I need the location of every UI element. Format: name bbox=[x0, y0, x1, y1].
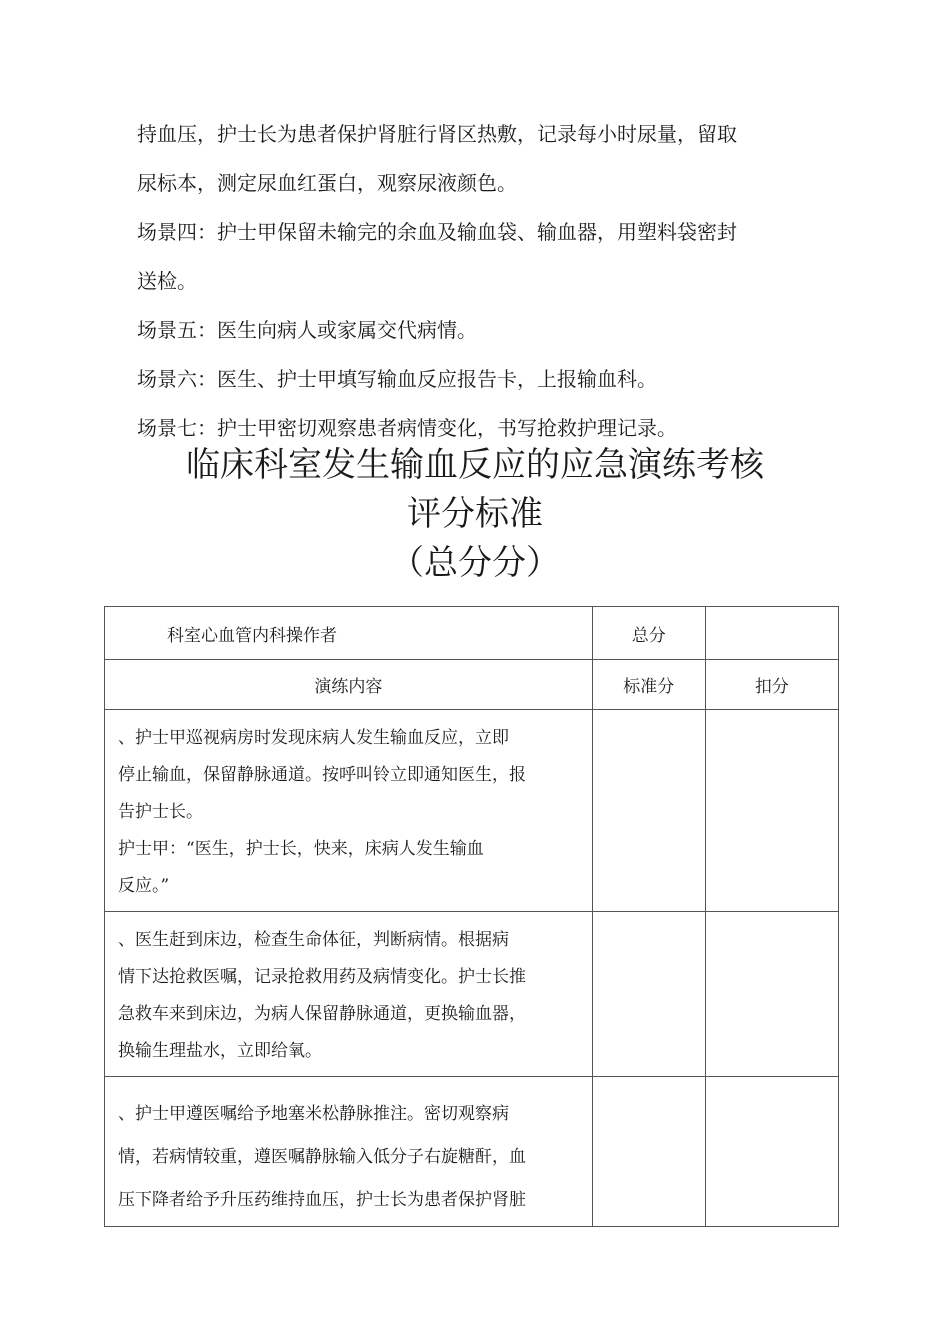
table-row bbox=[105, 1077, 839, 1227]
total-score-heading: （总分分） bbox=[390, 543, 560, 583]
document-subtitle: 评分标准 bbox=[407, 494, 543, 534]
drill-content-line: 压下降者给予升压药维持血压，护士长为患者保护肾脏 bbox=[118, 1190, 526, 1210]
drill-content-cell bbox=[105, 710, 593, 912]
total-score-label: 总分 bbox=[631, 625, 666, 646]
total-score-label-cell bbox=[592, 607, 705, 660]
drill-content-line: 急救车来到床边，为病人保留静脉通道，更换输血器， bbox=[118, 1004, 526, 1024]
table-header-row-2 bbox=[105, 660, 839, 710]
drill-content-line: 换输生理盐水，立即给氧。 bbox=[118, 1041, 322, 1061]
column-header-standard-label: 标准分 bbox=[623, 677, 675, 697]
deduct-score-cell bbox=[705, 710, 838, 912]
column-header-deduct-label: 扣分 bbox=[754, 677, 789, 697]
drill-content-line: 、护士甲遵医嘱给予地塞米松静脉推注。密切观察病 bbox=[118, 1104, 509, 1124]
drill-content-line: 、医生赶到床边，检查生命体征，判断病情。根据病 bbox=[118, 930, 509, 950]
department-operator-label: 科室心血管内科操作者 bbox=[167, 625, 337, 646]
table-header-row-1 bbox=[105, 607, 839, 660]
deduct-score-cell bbox=[705, 912, 838, 1077]
drill-content-line: 反应。” bbox=[118, 876, 170, 896]
column-header-content-label: 演练内容 bbox=[314, 677, 383, 697]
column-header-deduct bbox=[705, 660, 838, 710]
drill-content-line: 告护士长。 bbox=[118, 802, 203, 822]
standard-score-cell bbox=[592, 912, 705, 1077]
document-title: 临床科室发生输血反应的应急演练考核 bbox=[186, 445, 764, 485]
drill-content-line: 、护士甲巡视病房时发现床病人发生输血反应，立即 bbox=[118, 728, 509, 748]
table-row bbox=[105, 912, 839, 1077]
deduct-score-cell bbox=[705, 1077, 838, 1227]
column-header-standard bbox=[592, 660, 705, 710]
standard-score-cell bbox=[592, 710, 705, 912]
column-header-content bbox=[105, 660, 593, 710]
intro-paragraph-1: 持血压，护士长为患者保护肾脏行肾区热敷，记录每小时尿量，留取 bbox=[137, 122, 737, 146]
standard-score-cell bbox=[592, 1077, 705, 1227]
intro-paragraph-5: 场景五：医生向病人或家属交代病情。 bbox=[137, 318, 477, 342]
total-score-value-cell bbox=[705, 607, 838, 660]
intro-paragraph-3: 场景四：护士甲保留未输完的余血及输血袋、输血器，用塑料袋密封 bbox=[137, 220, 737, 244]
drill-content-cell bbox=[105, 1077, 593, 1227]
intro-paragraph-7: 场景七：护士甲密切观察患者病情变化，书写抢救护理记录。 bbox=[137, 416, 677, 440]
drill-content-line: 停止输血，保留静脉通道。按呼叫铃立即通知医生，报 bbox=[118, 765, 526, 785]
intro-paragraph-4: 送检。 bbox=[137, 269, 197, 293]
table-row bbox=[105, 710, 839, 912]
intro-paragraph-6: 场景六：医生、护士甲填写输血反应报告卡，上报输血科。 bbox=[137, 367, 657, 391]
department-operator-cell bbox=[105, 607, 593, 660]
scoring-table bbox=[104, 606, 839, 1227]
intro-paragraph-2: 尿标本，测定尿血红蛋白，观察尿液颜色。 bbox=[137, 171, 517, 195]
drill-content-cell bbox=[105, 912, 593, 1077]
drill-content-line: 情，若病情较重，遵医嘱静脉输入低分子右旋糖酐，血 bbox=[118, 1147, 526, 1167]
drill-content-line: 护士甲：“医生，护士长，快来，床病人发生输血 bbox=[118, 839, 484, 859]
drill-content-line: 情下达抢救医嘱，记录抢救用药及病情变化。护士长推 bbox=[118, 967, 526, 987]
